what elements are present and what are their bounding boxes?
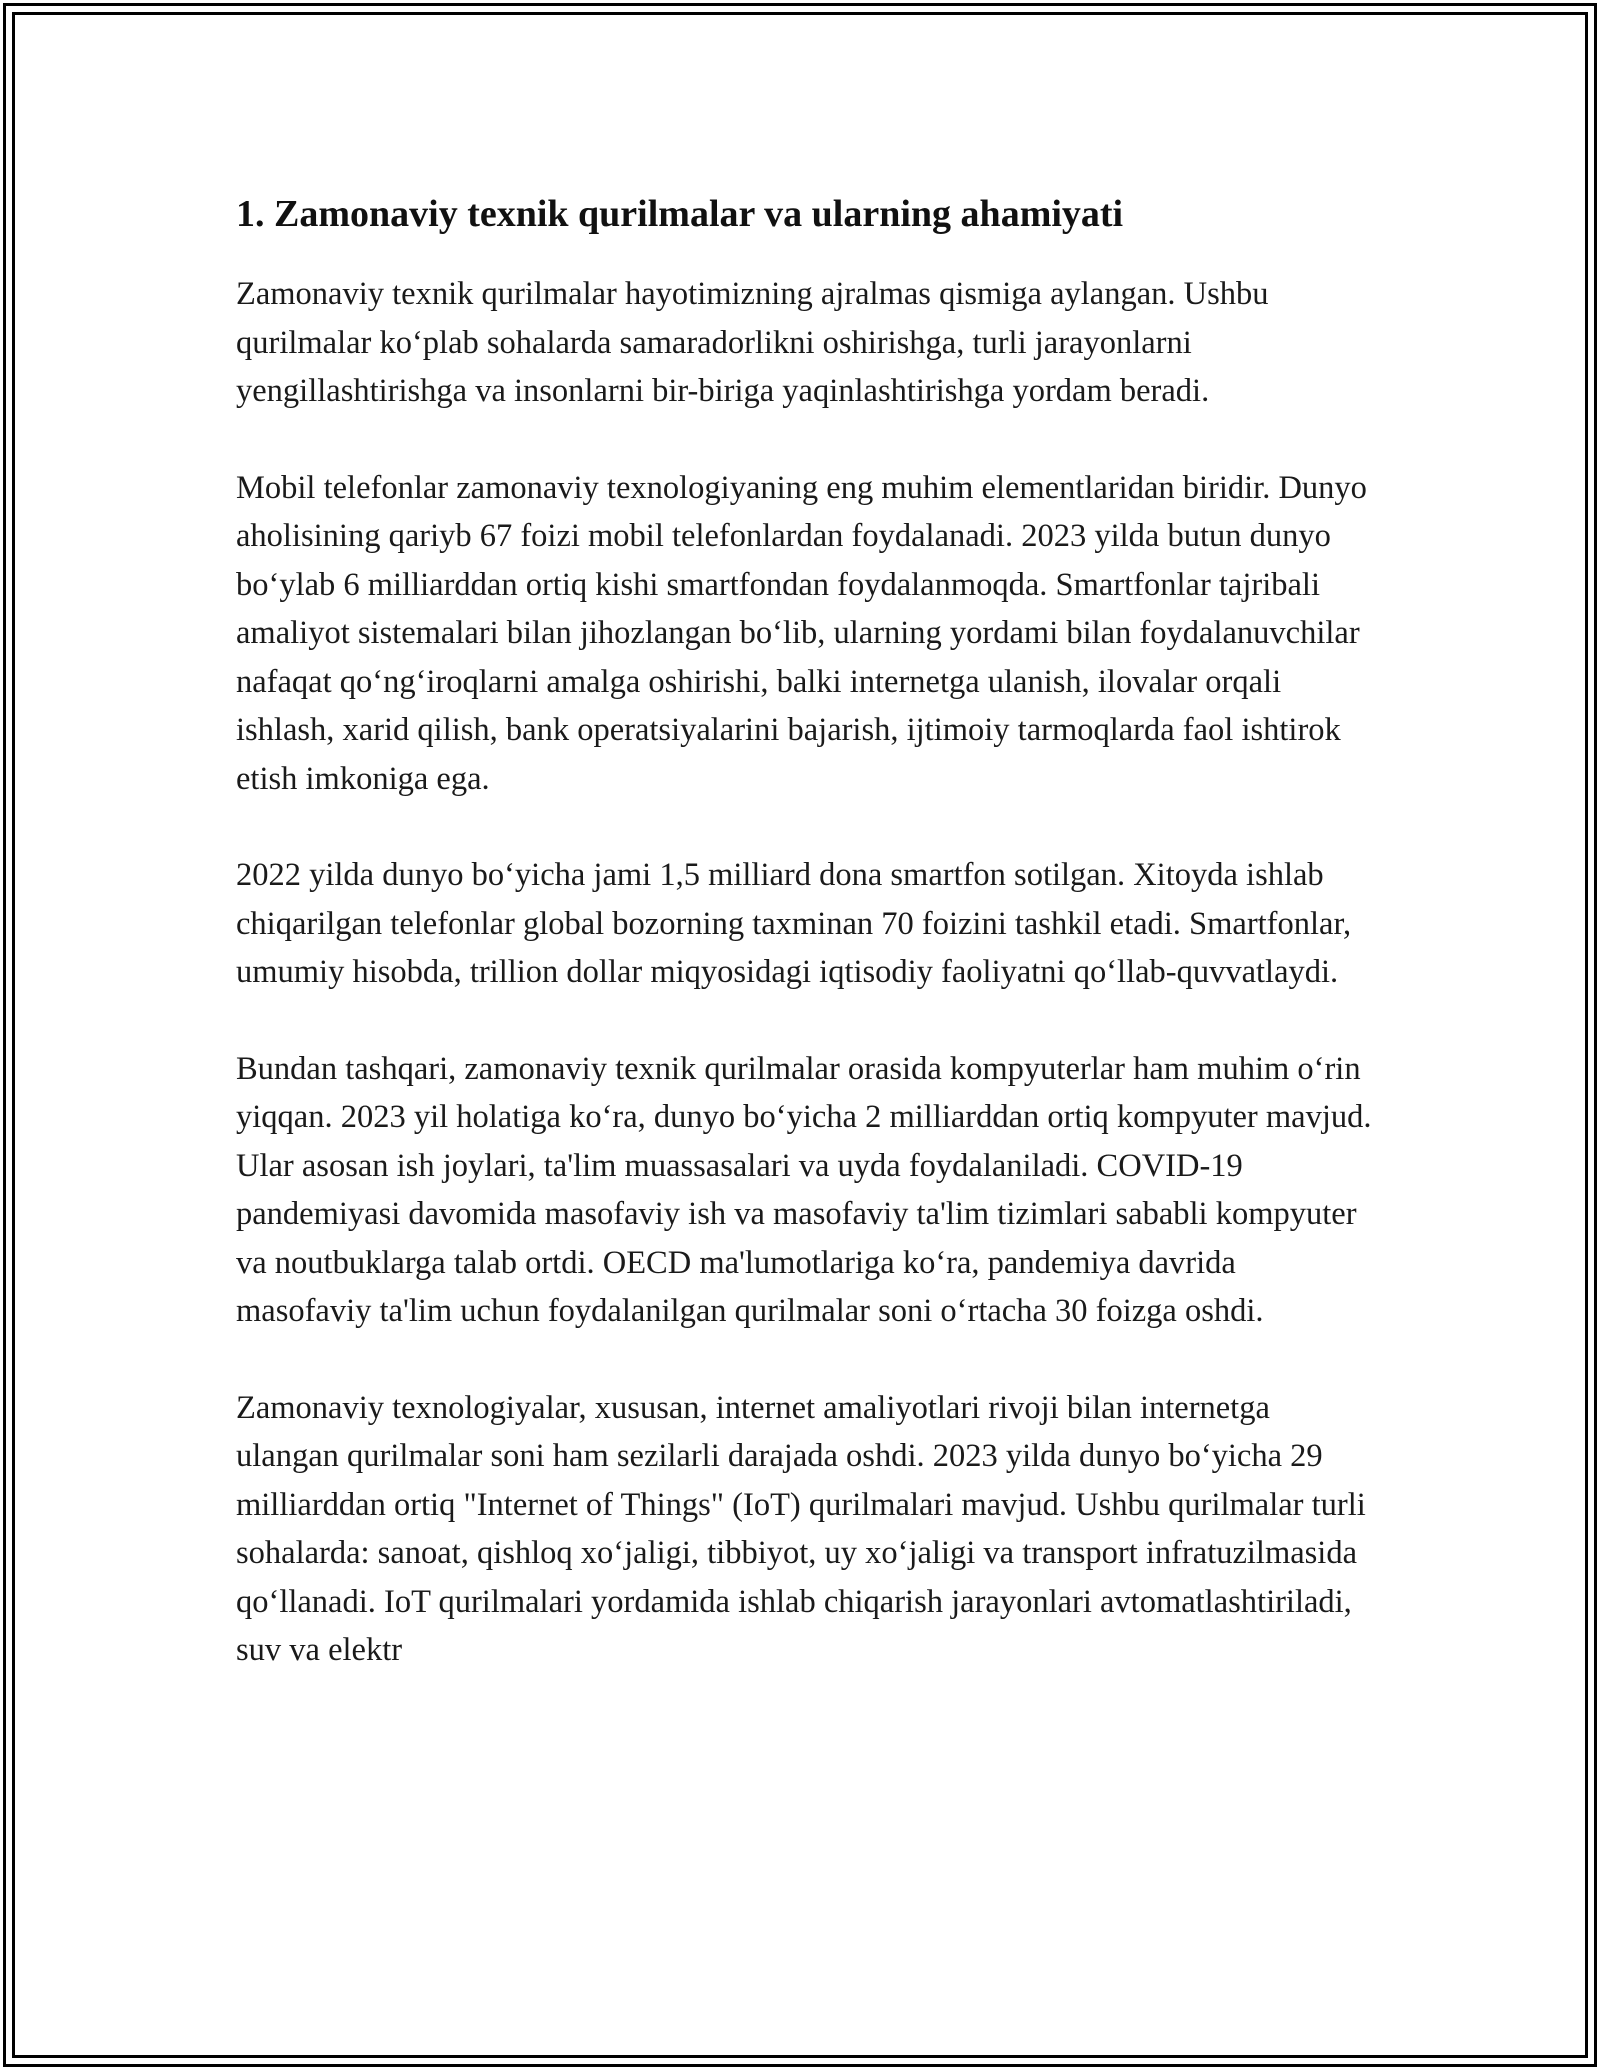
section-title: 1. Zamonaviy texnik qurilmalar va ularning ahamiyati [236,193,1124,235]
paragraph-intro: Zamonaviy texnik qurilmalar hayotimizning ajralmas qismiga aylangan. Ushbu qurilmalar ko‘plab sohalarda samaradorlikni oshirishga, turli jarayonlarni yengillashtirishga va insonlarni bir-biriga yaqinlashtirishga yordam beradi. [236,276,1269,409]
paragraph-computers: Bundan tashqari, zamonaviy texnik qurilmalar orasida kompyuterlar ham muhim o‘rin yiqqan. 2023 yil holatiga ko‘ra, dunyo bo‘yicha 2 milliarddan ortiq kompyuter mavjud. Ular asosan ish joylari, ta'lim muassasalari va uyda foydalaniladi. COVID-19 pandemiyasi davomida masofaviy ish va masofaviy ta'lim tizimlari sababli kompyuter va noutbuklarga talab ortdi. OECD ma'lumotlariga ko‘ra, pandemiya davrida masofaviy ta'lim uchun foydalanilgan qurilmalar soni o‘rtacha 30 foizga oshdi. [236,1050,1372,1329]
paragraph-mobile-phones: Mobil telefonlar zamonaviy texnologiyaning eng muhim elementlaridan biridir. Dunyo aholisining qariyb 67 foizi mobil telefonlardan foydalanadi. 2023 yilda butun dunyo bo‘ylab 6 milliarddan ortiq kishi smartfondan foydalanmoqda. Smartfonlar tajribali amaliyot sistemalari bilan jihozlangan bo‘lib, ularning yordami bilan foydalanuvchilar nafaqat qo‘ng‘iroqlarni amalga oshirishi, balki internetga ulanish, ilovalar orqali ishlash, xarid qilish, bank operatsiyalarini bajarish, ijtimoiy tarmoqlarda faol ishtirok etish imkoniga ega. [236,469,1367,797]
document-body [236,188,1376,1675]
paragraph-iot: Zamonaviy texnologiyalar, xususan, internet amaliyotlari rivoji bilan internetga ulangan qurilmalar soni ham sezilarli darajada oshdi. 2023 yilda dunyo bo‘yicha 29 milliarddan ortiq "Internet of Things" (IoT) qurilmalari mavjud. Ushbu qurilmalar turli sohalarda: sanoat, qishloq xo‘jaligi, tibbiyot, uy xo‘jaligi va transport infratuzilmasida qo‘llanadi. IoT qurilmalari yordamida ishlab chiqarish jarayonlari avtomatlashtiriladi, suv va elektr [236,1389,1366,1668]
paragraph-smartphone-sales: 2022 yilda dunyo bo‘yicha jami 1,5 milliard dona smartfon sotilgan. Xitoyda ishlab chiqarilgan telefonlar global bozorning taxminan 70 foizini tashkil etadi. Smartfonlar, umumiy hisobda, trillion dollar miqyosidagi iqtisodiy faoliyatni qo‘llab-quvvatlaydi. [236,857,1352,990]
